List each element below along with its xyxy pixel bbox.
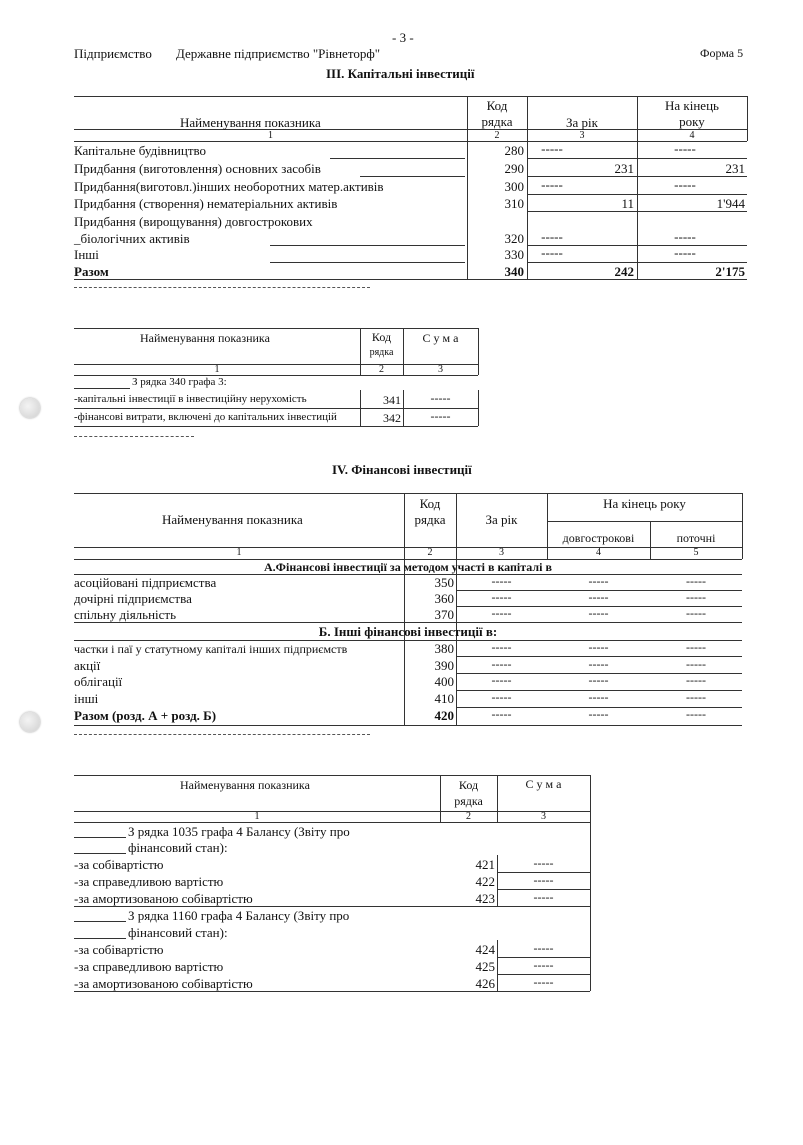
- t4-intro1-line1: З рядка 1035 графа 4 Балансу (Звіту про: [128, 824, 350, 839]
- s4-col-long-header: довгострокові: [562, 531, 635, 545]
- s4-row-current: -----: [686, 640, 706, 654]
- section3-title: III. Капітальні інвестиції: [326, 66, 475, 81]
- s3-row-code: 330: [504, 247, 524, 262]
- s4-row-name: частки і паї у статутному капіталі інших підприємств: [74, 642, 348, 656]
- s3-row-name: Придбання (виготовлення) основних засобів: [74, 161, 321, 176]
- t4-col-num: 1: [254, 811, 260, 822]
- s3-col-end-header-1: На кінець: [665, 98, 719, 113]
- s4-col-name-header: Найменування показника: [162, 512, 303, 527]
- t2-col-sum-header: С у м а: [422, 331, 459, 345]
- s4-row-current: -----: [686, 590, 706, 604]
- s3-row-year: 231: [614, 161, 634, 176]
- s3-row-year: 11: [621, 196, 634, 211]
- t4-row-name: -за собівартістю: [74, 942, 164, 957]
- t2-col-code-header-2: рядка: [369, 347, 394, 358]
- t4-row-code: 425: [475, 959, 495, 974]
- t4-row-code: 424: [475, 942, 495, 957]
- page-number: - 3 -: [392, 30, 414, 45]
- s3-row-name: Інші: [74, 247, 99, 262]
- s4-col-num: 3: [499, 547, 504, 558]
- s4-row-year: -----: [491, 606, 512, 620]
- s3-row-end: -----: [674, 229, 696, 244]
- s4-col-num: 2: [427, 547, 433, 558]
- s3-row-year: -----: [541, 245, 563, 260]
- s3-col-code-header-2: рядка: [481, 114, 513, 129]
- t4-row-value: -----: [533, 856, 554, 870]
- t4-row-code: 421: [475, 857, 495, 872]
- s3-row-end: 1'944: [716, 196, 745, 211]
- s3-row-name: Придбання(виготовл.)інших необоротних матер.активів: [74, 179, 384, 194]
- s4-total-name: Разом (розд. А + розд. Б): [74, 708, 217, 723]
- s3-col-end-header-2: року: [679, 114, 705, 129]
- s3-row-end: -----: [674, 141, 696, 156]
- s4-col-year-header: За рік: [485, 512, 518, 527]
- t4-col-code-header-1: Код: [458, 778, 479, 792]
- s4-col-num: 1: [236, 547, 242, 558]
- s4-col-end-header: На кінець року: [603, 496, 686, 511]
- s3-col-num: 3: [579, 130, 585, 141]
- s4-row-code: 360: [434, 591, 454, 606]
- s4-col-num: 5: [693, 547, 699, 558]
- s4-row-year: -----: [491, 690, 512, 704]
- t4-intro2-line2: фінансовий стан):: [128, 925, 228, 940]
- s4-row-current: -----: [686, 657, 706, 671]
- s3-total-year: 242: [614, 264, 634, 279]
- s3-col-year-header: За рік: [566, 115, 598, 130]
- t2-col-num: 2: [379, 364, 384, 375]
- s3-row-year: -----: [541, 141, 563, 156]
- t4-row-value: -----: [533, 958, 554, 972]
- t4-row-value: -----: [533, 941, 554, 955]
- t2-row-name: -капітальні інвестиції в інвестиційну нерухомість: [74, 393, 307, 405]
- t2-row-name: -фінансові витрати, включені до капітальних інвестицій: [74, 411, 337, 423]
- s4-col-current-header: поточні: [676, 531, 716, 545]
- binder-hole-bottom: [20, 712, 40, 732]
- s4-subsection-b: Б. Інші фінансові інвестиції в:: [318, 624, 498, 639]
- s4-row-name: асоційовані підприємства: [74, 575, 217, 590]
- s4-row-long: -----: [588, 657, 609, 671]
- s4-row-code: 400: [434, 674, 454, 689]
- s3-row-code: 310: [504, 196, 524, 211]
- s3-row-end: -----: [674, 245, 696, 260]
- s4-row-name: облігації: [74, 674, 123, 689]
- s4-row-current: -----: [686, 690, 706, 704]
- s3-col-name-header: Найменування показника: [180, 115, 321, 130]
- s4-row-code: 390: [434, 658, 454, 673]
- s4-row-long: -----: [588, 574, 609, 588]
- s4-row-code: 350: [434, 575, 454, 590]
- section4-title: IV. Фінансові інвестиції: [332, 462, 472, 477]
- s4-total-year: -----: [491, 707, 512, 721]
- s3-row-name-cont: _біологічних активів: [74, 231, 190, 246]
- t4-col-num: 3: [541, 811, 546, 822]
- t4-row-name: -за амортизованою собівартістю: [74, 891, 253, 906]
- form-number: Форма 5: [700, 46, 744, 60]
- s4-row-long: -----: [588, 690, 609, 704]
- s4-col-num: 4: [596, 547, 601, 558]
- s4-row-name: акції: [74, 658, 101, 673]
- enterprise-label: Підприємство: [74, 46, 152, 61]
- s4-row-year: -----: [491, 640, 512, 654]
- t2-row-value: -----: [430, 391, 451, 405]
- t4-col-name-header: Найменування показника: [180, 778, 310, 792]
- s4-row-long: -----: [588, 590, 609, 604]
- s3-col-num: 1: [268, 130, 273, 141]
- s4-row-current: -----: [686, 606, 706, 620]
- t2-col-num: 1: [214, 364, 220, 375]
- s3-row-code: 300: [504, 179, 524, 194]
- t4-col-sum-header: С у м а: [525, 777, 562, 791]
- t2-row-value: -----: [430, 409, 451, 423]
- s4-row-long: -----: [588, 606, 609, 620]
- s4-total-code: 420: [434, 708, 454, 723]
- s4-row-year: -----: [491, 657, 512, 671]
- t2-row-code: 341: [383, 393, 401, 407]
- s4-row-name: дочірні підприємства: [74, 591, 192, 606]
- enterprise-name: Державне підприємство "Рівнеторф": [176, 46, 381, 61]
- t4-row-name: -за собівартістю: [74, 857, 164, 872]
- s3-row-name: Капітальне будівництво: [74, 143, 207, 158]
- s3-row-name: Придбання (вирощування) довгострокових: [74, 214, 313, 229]
- s4-row-code: 370: [434, 607, 454, 622]
- t2-row-code: 342: [383, 411, 401, 425]
- s3-total-name: Разом: [74, 264, 109, 279]
- s3-row-code: 320: [504, 231, 524, 246]
- t4-row-name: -за справедливою вартістю: [74, 874, 224, 889]
- t4-intro2-line1: З рядка 1160 графа 4 Балансу (Звіту про: [128, 908, 350, 923]
- s4-row-code: 410: [434, 691, 454, 706]
- t2-col-name-header: Найменування показника: [140, 331, 270, 345]
- s3-col-code-header-1: Код: [486, 98, 508, 113]
- t4-row-value: -----: [533, 873, 554, 887]
- t4-intro1-line2: фінансовий стан):: [128, 840, 228, 855]
- t4-row-code: 423: [475, 891, 495, 906]
- s4-row-long: -----: [588, 673, 609, 687]
- s4-row-code: 380: [434, 641, 454, 656]
- s3-col-num: 4: [689, 130, 695, 141]
- s3-row-name: Придбання (створення) нематеріальних активів: [74, 196, 338, 211]
- s3-total-code: 340: [504, 264, 524, 279]
- t4-col-code-header-2: рядка: [454, 794, 483, 808]
- s4-row-year: -----: [491, 574, 512, 588]
- s3-row-year: -----: [541, 229, 563, 244]
- s4-row-name: інші: [74, 691, 99, 706]
- t4-row-name: -за амортизованою собівартістю: [74, 976, 253, 991]
- s3-total-end: 2'175: [715, 264, 745, 279]
- t2-col-code-header-1: Код: [371, 330, 392, 344]
- t4-col-num: 2: [466, 811, 471, 822]
- t4-row-code: 422: [475, 874, 495, 889]
- t4-row-value: -----: [533, 890, 554, 904]
- t2-col-num: 3: [438, 364, 443, 375]
- s4-col-code-header-2: рядка: [414, 512, 446, 527]
- t4-row-name: -за справедливою вартістю: [74, 959, 224, 974]
- s4-total-current: -----: [686, 707, 706, 721]
- s3-row-code: 280: [504, 143, 524, 158]
- t4-row-value: -----: [533, 975, 554, 989]
- s4-row-long: -----: [588, 640, 609, 654]
- s3-row-end: 231: [725, 161, 745, 176]
- s4-row-current: -----: [686, 673, 706, 687]
- s4-subsection-a: А.Фінансові інвестиції за методом участі в капіталі в: [264, 560, 552, 574]
- s4-row-name: спільну діяльність: [74, 607, 177, 622]
- s4-col-code-header-1: Код: [419, 496, 441, 511]
- s4-total-long: -----: [588, 707, 609, 721]
- s4-row-current: -----: [686, 574, 706, 588]
- binder-hole-top: [20, 398, 40, 418]
- s3-row-code: 290: [504, 161, 524, 176]
- s4-row-year: -----: [491, 673, 512, 687]
- s3-col-num: 2: [494, 130, 500, 141]
- t2-intro: З рядка 340 графа 3:: [132, 376, 227, 388]
- s3-row-year: -----: [541, 177, 563, 192]
- t4-row-code: 426: [475, 976, 495, 991]
- s3-row-end: -----: [674, 177, 696, 192]
- s4-row-year: -----: [491, 590, 512, 604]
